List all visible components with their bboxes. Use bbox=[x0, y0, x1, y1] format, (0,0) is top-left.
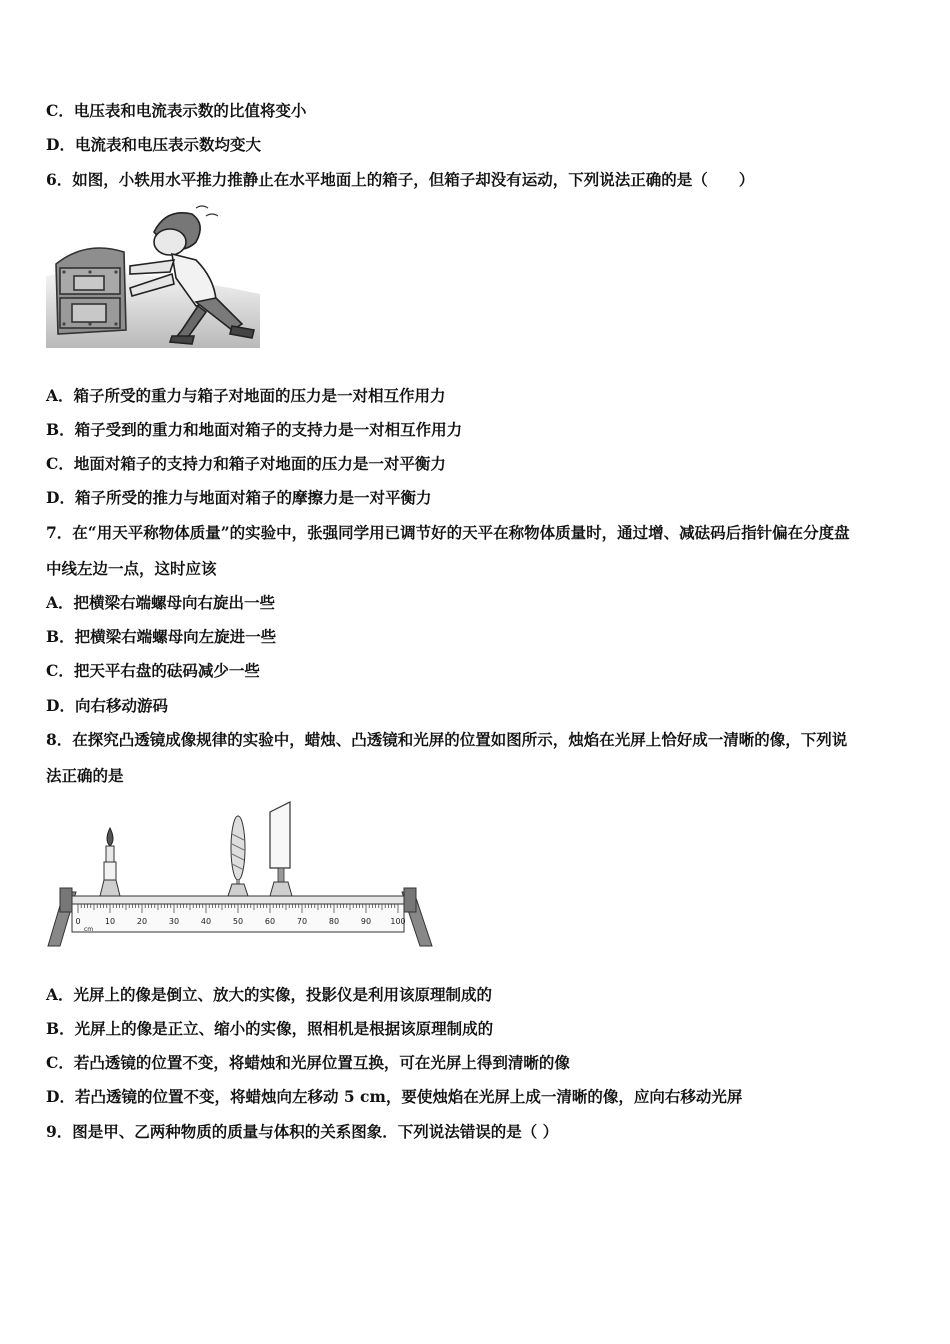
q7-option-a: A．把横梁右端螺母向右旋出一些 bbox=[46, 593, 276, 612]
question-9: 9．图是甲、乙两种物质的质量与体积的关系图象．下列说法错误的是（ ） bbox=[46, 1122, 559, 1141]
question-6: 6．如图，小轶用水平推力推静止在水平地面上的箱子，但箱子却没有运动，下列说法正确的是（ ） bbox=[46, 170, 755, 189]
q6-option-c: C．地面对箱子的支持力和箱子对地面的压力是一对平衡力 bbox=[46, 454, 446, 473]
scale-tick-label: 100 bbox=[390, 917, 406, 926]
bench-left-end bbox=[60, 888, 72, 912]
q7-option-d: D．向右移动游码 bbox=[46, 696, 168, 715]
option-d-prev: D．电流表和电压表示数均变大 bbox=[46, 135, 261, 154]
q8-option-d: D．若凸透镜的位置不变，将蜡烛向左移动 5 cm，要使烛焰在光屏上成一清晰的像，应向右移动光屏 bbox=[46, 1087, 743, 1106]
bench-right-end bbox=[404, 888, 416, 912]
question-8-line2: 法正确的是 bbox=[46, 766, 124, 785]
scale-tick-label: 80 bbox=[328, 917, 340, 926]
q6-option-d: D．箱子所受的推力与地面对箱子的摩擦力是一对平衡力 bbox=[46, 488, 432, 507]
candle bbox=[100, 828, 120, 896]
scale-tick-label: 20 bbox=[136, 917, 148, 926]
q8-option-c: C．若凸透镜的位置不变，将蜡烛和光屏位置互换，可在光屏上得到清晰的像 bbox=[46, 1053, 570, 1072]
scale-tick-label: 90 bbox=[360, 917, 372, 926]
scale-tick-label: 40 bbox=[200, 917, 212, 926]
light-screen bbox=[270, 802, 292, 896]
q7-option-b: B．把横梁右端螺母向左旋进一些 bbox=[46, 627, 277, 646]
pushing-box-illustration bbox=[46, 202, 260, 350]
scale-tick-label: 60 bbox=[264, 917, 276, 926]
q6-option-b: B．箱子受到的重力和地面对箱子的支持力是一对相互作用力 bbox=[46, 420, 463, 439]
scale-tick-label: 50 bbox=[232, 917, 244, 926]
scale-tick-label: 0 bbox=[75, 917, 81, 926]
question-8-line1: 8．在探究凸透镜成像规律的实验中，蜡烛、凸透镜和光屏的位置如图所示，烛焰在光屏上恰好成一清晰的像，下列说 bbox=[46, 730, 848, 749]
q8-option-a: A．光屏上的像是倒立、放大的实像，投影仪是利用该原理制成的 bbox=[46, 985, 493, 1004]
q7-option-c: C．把天平右盘的砝码减少一些 bbox=[46, 661, 260, 680]
option-c-prev: C．电压表和电流表示数的比值将变小 bbox=[46, 101, 307, 120]
question-7-line2: 中线左边一点，这时应该 bbox=[46, 559, 217, 578]
scale-tick-label: 70 bbox=[296, 917, 308, 926]
question-7-line1: 7．在“用天平称物体质量”的实验中，张强同学用已调节好的天平在称物体质量时，通过增、减砝码后指针偏在分度盘 bbox=[46, 523, 850, 542]
q6-option-a: A．箱子所受的重力与箱子对地面的压力是一对相互作用力 bbox=[46, 386, 446, 405]
scale-tick-label: 30 bbox=[168, 917, 180, 926]
scale-tick-label: 10 bbox=[104, 917, 116, 926]
convex-lens bbox=[228, 816, 248, 896]
q8-option-b: B．光屏上的像是正立、缩小的实像，照相机是根据该原理制成的 bbox=[46, 1019, 494, 1038]
bench-rail bbox=[72, 896, 404, 904]
scale-unit: cm bbox=[84, 926, 94, 933]
optical-bench-diagram bbox=[46, 796, 436, 952]
